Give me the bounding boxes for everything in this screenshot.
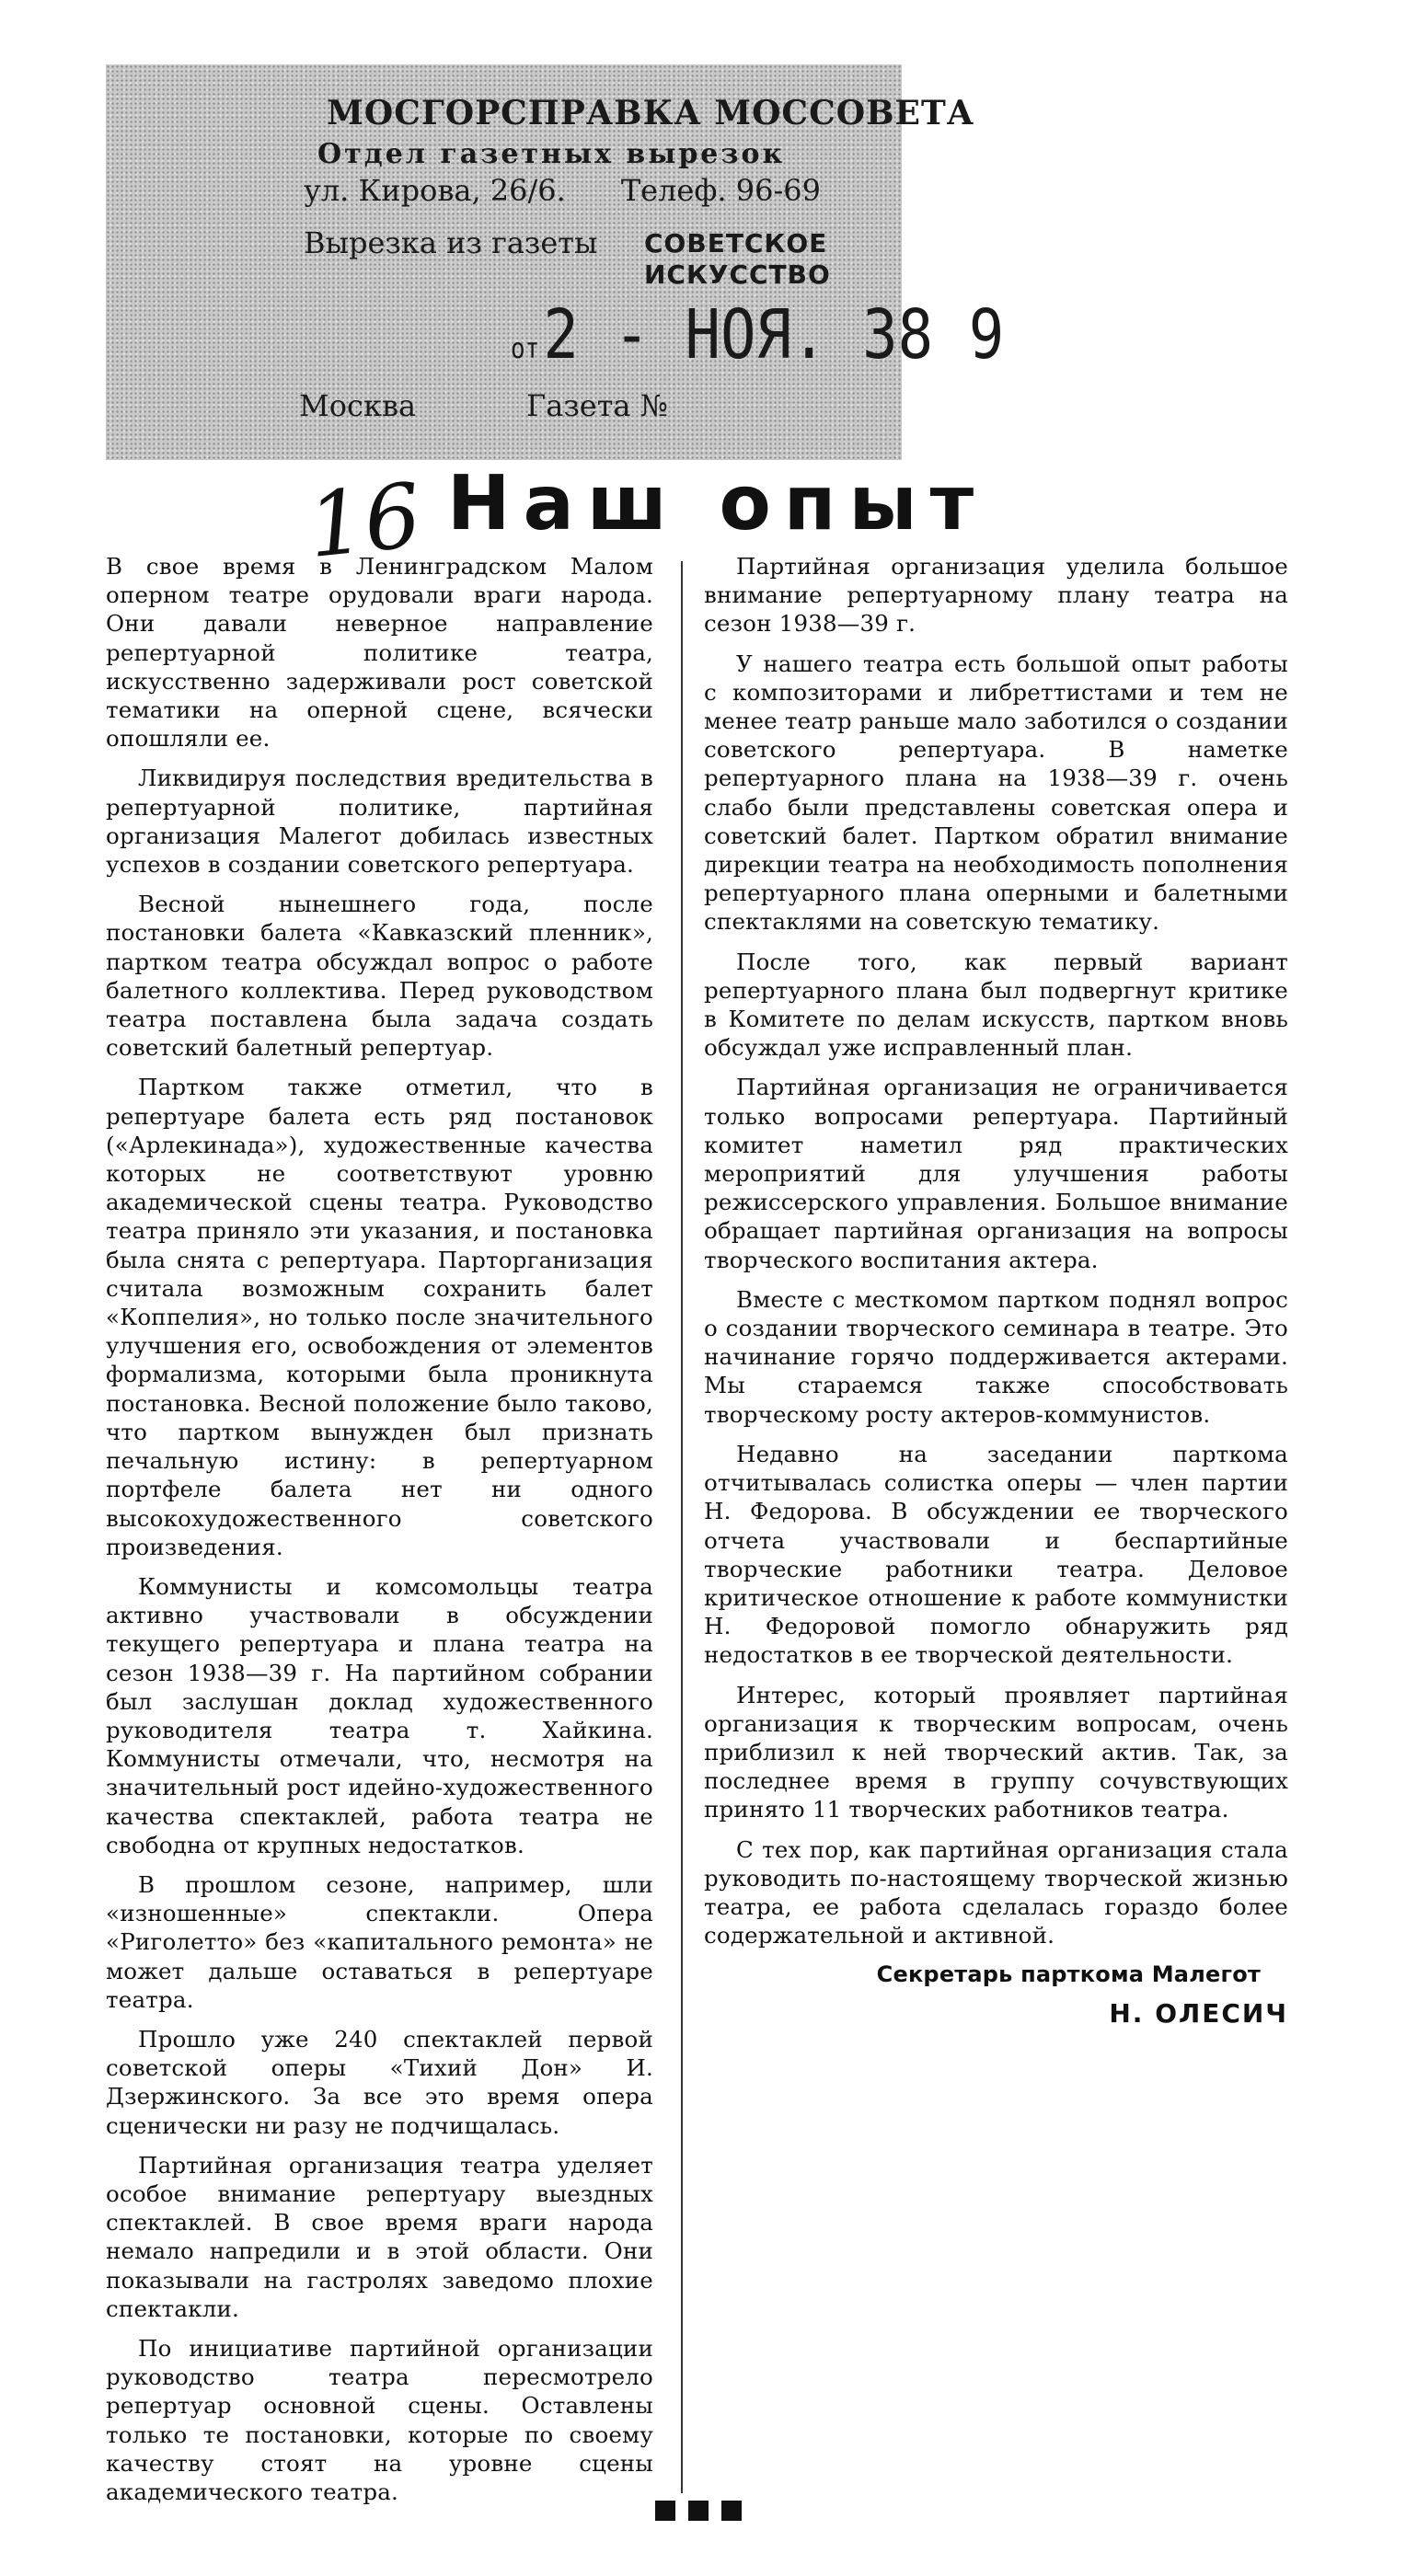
paragraph: Весной нынешнего года, после постановки балета «Кавказский пленник», партком театра обсуждал вопрос о работе балетного коллектива. Перед руководством театра поставлена была задача создать советский балетный репертуар. [106, 891, 653, 1062]
stamp-date: 2 - НОЯ. 38 9 [543, 296, 1005, 375]
end-square [688, 2501, 709, 2521]
paragraph: Вместе с месткомом партком поднял вопрос о создании творческого семинара в театре. Это начинание горячо поддерживается актерами. Мы стараемся также способствовать творческому росту актеров-коммунистов. [704, 1285, 1288, 1428]
paragraph: Интерес, который проявляет партийная организация к творческим вопросам, очень приблизил к ней творческий актив. Так, за последнее время в группу сочувствующих принято 11 творческих работников театра. [704, 1681, 1288, 1823]
stamp-address-line [304, 173, 821, 208]
article-column-right [704, 552, 1288, 2028]
article-title: Наш опыт [446, 460, 987, 547]
column-divider [681, 561, 683, 2493]
signature-name: Н. ОЛЕСИЧ [1109, 1997, 1288, 2029]
stamp-issue-label: Газета № [526, 388, 668, 423]
paragraph: Партком также отметил, что в репертуаре балета есть ряд постановок («Арлекинада»), художественные качества которых не соответствуют уровню академической сцены театра. Руководство театра приняло эти указания, и постановка была снята с репертуара. Парторганизация считала возможным сохранить балет «Коппелия», но только после значительного улучшения его, освобождения от элементов формализма, которыми была проникнута постановка. Весной положение было таково, что партком вынужден был признать печальную истину: в репертуарном портфеле балета нет ни одного высокохудожественного советского произведения. [106, 1074, 653, 1560]
stamp-dept: Отдел газетных вырезок [317, 138, 786, 170]
paragraph: Недавно на заседании парткома отчитывалась солистка оперы — член партии Н. Федорова. В обсуждении ее творческого отчета участвовали и беспартийные творческие работники театра. Деловое критическое отношение к работе коммунистки Н. Федоровой помогло обнаружить ряд недостатков в ее творческой деятельности. [704, 1440, 1288, 1669]
stamp-city: Москва [299, 388, 417, 423]
stamp-city-line [299, 388, 668, 423]
paragraph: С тех пор, как партийная организация стала руководить по-настоящему творческой жизнью театра, ее работа сделалась гораздо более содержательной и активной. [704, 1835, 1288, 1949]
paragraph: По инициативе партийной организации руководство театра пересмотрело репертуар основной сцены. Оставлены только те постановки, которые по своему качеству стоят на уровне сцены академического театра. [106, 2334, 653, 2505]
paragraph: В прошлом сезоне, например, шли «изношенные» спектакли. Опера «Риголетто» без «капитального ремонта» не может дальше оставаться в репертуаре театра. [106, 1870, 653, 2013]
paragraph: Ликвидируя последствия вредительства в репертуарной политике, партийная организация Малегот добилась известных успехов в создании советского репертуара. [106, 765, 653, 879]
end-square [721, 2501, 742, 2521]
paragraph: Прошло уже 240 спектаклей первой советской оперы «Тихий Дон» И. Дзержинского. За все это время опера сценически ни разу не подчищалась. [106, 2025, 653, 2139]
stamp-phone: Телеф. 96-69 [620, 173, 821, 208]
stamp-clipping-label: Вырезка из газеты [304, 225, 598, 260]
stamp-date-line [511, 296, 1004, 374]
stamp-newspaper: СОВЕТСКОЕ ИСКУССТВО [644, 228, 831, 290]
stamp-date-prefix: от [511, 333, 540, 366]
paragraph: После того, как первый вариант репертуарного плана был подвергнут критике в Комитете по делам искусств, партком вновь обсуждал уже исправленный план. [704, 948, 1288, 1062]
paragraph: Партийная организация театра уделяет особое внимание репертуару выездных спектаклей. В свое время враги народа немало напредили и в этой области. Они показывали на гастролях заведомо плохие спектакли. [106, 2151, 653, 2322]
paragraph: В свое время в Ленинградском Малом оперном театре орудовали враги народа. Они давали неверное направление репертуарной политике театра, искусственно задерживали рост советской тематики на оперной сцене, всячески опошляли ее. [106, 553, 653, 753]
article-column-left [106, 552, 653, 2517]
paragraph: Партийная организация уделила большое внимание репертуарному плану театра на сезон 1938—39 г. [704, 553, 1288, 638]
signature-role: Секретарь парткома Малегот [876, 1961, 1261, 1988]
stamp-address: ул. Кирова, 26/6. [304, 173, 566, 208]
stamp-org: МОСГОРСПРАВКА МОССОВЕТА [327, 94, 975, 132]
signature-block [704, 1961, 1288, 2027]
clipping-stamp [106, 64, 1005, 460]
handwritten-page-number: 16 [303, 463, 426, 579]
paragraph: Коммунисты и комсомольцы театра активно участвовали в обсуждении текущего репертуара и плана театра на сезон 1938—39 г. На партийном собрании был заслушан доклад художественного руководителя театра т. Хайкина. Коммунисты отмечали, что, несмотря на значительный рост идейно-художественного качества спектаклей, работа театра не свободна от крупных недостатков. [106, 1572, 653, 1858]
paragraph: У нашего театра есть большой опыт работы с композиторами и либреттистами и тем не менее театр раньше мало заботился о создании советского репертуара. В наметке репертуарного плана на 1938—39 г. очень слабо были представлены советская опера и советский балет. Партком обратил внимание дирекции театра на необходимость пополнения репертуарного плана оперными и балетными спектаклями на советскую тематику. [704, 650, 1288, 936]
end-square [655, 2501, 675, 2521]
paragraph: Партийная организация не ограничивается только вопросами репертуара. Партийный комитет наметил ряд практических мероприятий для улучшения работы режиссерского управления. Большое внимание обращает партийная организация на вопросы творческого воспитания актера. [704, 1074, 1288, 1273]
end-of-article-marks [655, 2501, 742, 2521]
